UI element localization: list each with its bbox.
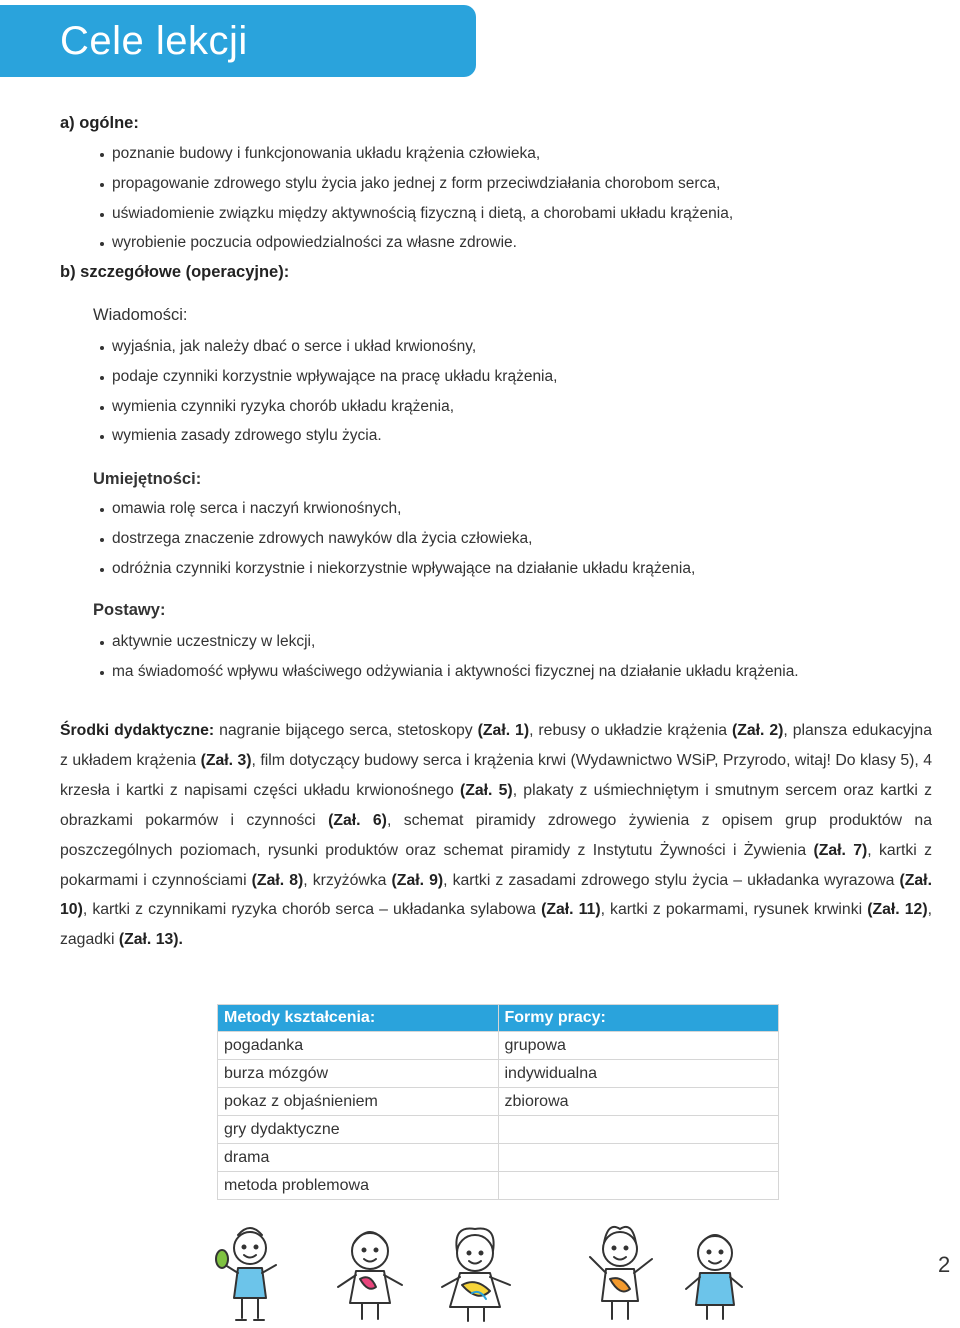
attachment-ref: (Zał. 9) xyxy=(391,871,444,889)
teaching-aids-segment: , kartki z czynnikami ryzyka chorób serca – układanka sylabowa xyxy=(82,901,542,919)
teaching-aids-segment: , kartki z pokarmami, rysunek krwinki xyxy=(600,901,868,919)
attachment-ref: (Zał. 1) xyxy=(477,722,530,739)
title-banner xyxy=(0,5,476,77)
table-cell: drama xyxy=(218,1144,499,1172)
table-cell xyxy=(498,1116,779,1144)
teaching-aids-segment: , film dotyczący budowy serca i krążenia krwi (Wydawnictwo WSiP, Przyrodo, witaj! Do klasy 5), 4 krzesła i kartki z napisami części układu krwionośnego xyxy=(60,751,932,799)
specific-goals-heading: b) szczegółowe (operacyjne): xyxy=(60,263,290,281)
child-figure xyxy=(686,1235,742,1319)
knowledge-heading: Wiadomości: xyxy=(93,306,188,324)
list-item: uświadomienie związku między aktywnością fizyczną i dietą, a chorobami układu krążenia, xyxy=(100,199,733,229)
table-cell: gry dydaktyczne xyxy=(218,1116,499,1144)
table-cell: burza mózgów xyxy=(218,1060,499,1088)
list-item: poznanie budowy i funkcjonowania układu krążenia człowieka, xyxy=(100,139,733,169)
page-number: 2 xyxy=(938,1252,951,1277)
list-item: odróżnia czynniki korzystnie i niekorzystnie wpływające na działanie układu krążenia, xyxy=(100,554,695,584)
list-item: omawia rolę serca i naczyń krwionośnych, xyxy=(100,494,695,524)
table-cell: pokaz z objaśnieniem xyxy=(218,1088,499,1116)
table-row xyxy=(218,1172,779,1200)
teaching-aids-segment: , plakaty z uśmiechniętym i smutnym sercem oraz kartki z obrazkami pokarmów i czynności xyxy=(60,781,932,829)
table-row xyxy=(218,1032,779,1060)
table-cell: zbiorowa xyxy=(498,1088,779,1116)
attachment-ref: (Zał. 11) xyxy=(541,901,601,919)
children-illustration xyxy=(210,1213,750,1328)
teaching-aids-text xyxy=(60,722,932,948)
list-item: aktywnie uczestniczy w lekcji, xyxy=(100,627,799,657)
table-row xyxy=(218,1144,779,1172)
teaching-aids-segment: , kartki z zasadami zdrowego stylu życia – układanka wyrazowa xyxy=(443,871,900,889)
teaching-aids-segment: , zagadki xyxy=(60,901,932,949)
list-item: wymienia czynniki ryzyka chorób układu krążenia, xyxy=(100,392,557,422)
list-item: wyrobienie poczucia odpowiedzialności za własne zdrowie. xyxy=(100,228,733,258)
list-item: wyjaśnia, jak należy dbać o serce i układ krwionośny, xyxy=(100,332,557,362)
list-item: propagowanie zdrowego stylu życia jako jednej z form przeciwdziałania chorobom serca, xyxy=(100,169,733,199)
skills-heading: Umiejętności: xyxy=(93,470,202,488)
teaching-aids-label: Środki dydaktyczne: xyxy=(60,722,215,739)
attachment-ref: (Zał. 12) xyxy=(867,901,928,919)
attachment-ref: (Zał. 7) xyxy=(813,841,868,859)
table-cell: grupowa xyxy=(498,1032,779,1060)
attitudes-list xyxy=(100,627,799,687)
table-cell xyxy=(498,1144,779,1172)
table-row xyxy=(218,1060,779,1088)
list-item: podaje czynniki korzystnie wpływające na pracę układu krążenia, xyxy=(100,362,557,392)
attachment-ref: (Zał. 8) xyxy=(251,871,304,889)
child-figure xyxy=(590,1227,652,1319)
table-cell: metoda problemowa xyxy=(218,1172,499,1200)
skills-list xyxy=(100,494,695,583)
teaching-aids-segment: , krzyżówka xyxy=(303,871,392,889)
table-cell xyxy=(498,1172,779,1200)
general-goals-list xyxy=(100,139,733,258)
teaching-aids-segment: , kartki z pokarmami i czynnościami xyxy=(60,841,932,889)
teaching-aids-segment: nagranie bijącego serca, stetoskopy xyxy=(214,722,478,739)
methods-header: Metody kształcenia: xyxy=(218,1005,499,1032)
table-cell: indywidualna xyxy=(498,1060,779,1088)
teaching-aids-paragraph xyxy=(60,716,932,955)
attachment-ref: (Zał. 5) xyxy=(459,781,513,799)
list-item: wymienia zasady zdrowego stylu życia. xyxy=(100,421,557,451)
attachment-ref: (Zał. 10) xyxy=(60,871,932,919)
methods-table xyxy=(217,1004,779,1200)
attachment-ref: (Zał. 3) xyxy=(200,751,252,769)
attachment-ref: (Zał. 2) xyxy=(731,722,784,739)
table-row xyxy=(218,1088,779,1116)
child-figure xyxy=(442,1228,510,1321)
table-cell: pogadanka xyxy=(218,1032,499,1060)
teaching-aids-segment: , rebusy o układzie krążenia xyxy=(529,722,732,739)
child-figure xyxy=(216,1228,276,1320)
table-row xyxy=(218,1116,779,1144)
teaching-aids-segment: , plansza edukacyjna z układem krążenia xyxy=(60,722,932,769)
attachment-ref: (Zał. 6) xyxy=(328,811,387,829)
knowledge-list xyxy=(100,332,557,451)
general-goals-heading: a) ogólne: xyxy=(60,114,139,132)
attitudes-heading: Postawy: xyxy=(93,601,166,619)
teaching-aids-segment: , schemat piramidy zdrowego żywienia z opisem grup produktów na poszczególnych poziomach, rysunki produktów oraz schemat piramidy z Instytutu Żywności i Żywienia xyxy=(60,811,932,859)
page-title: Cele lekcji xyxy=(60,19,248,63)
attachment-ref: (Zał. 13). xyxy=(118,931,183,949)
list-item: dostrzega znaczenie zdrowych nawyków dla życia człowieka, xyxy=(100,524,695,554)
child-figure xyxy=(338,1232,402,1319)
forms-header: Formy pracy: xyxy=(498,1005,779,1032)
list-item: ma świadomość wpływu właściwego odżywiania i aktywności fizycznej na działanie układu krążenia. xyxy=(100,657,799,687)
table-header-row xyxy=(218,1005,779,1032)
